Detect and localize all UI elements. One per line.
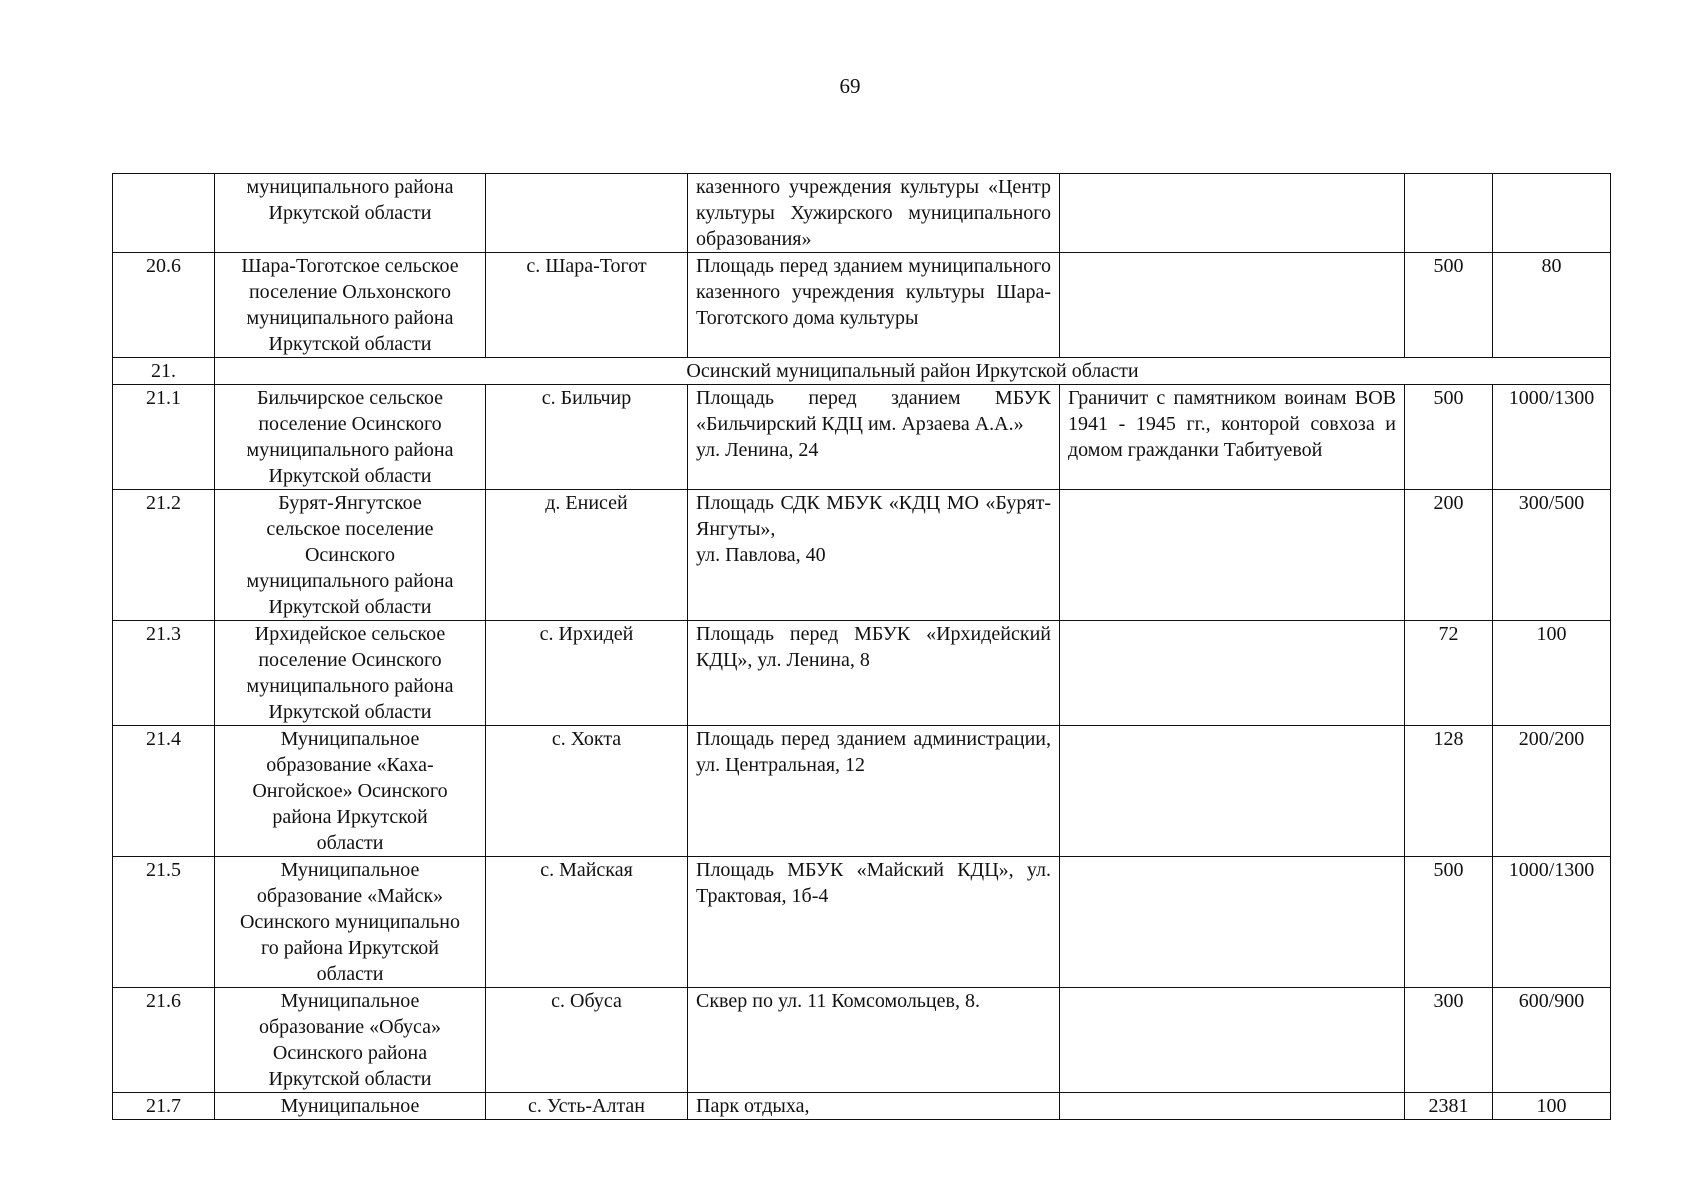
settlement-cell-line: Осинского bbox=[304, 544, 395, 566]
place-cell bbox=[688, 385, 1060, 490]
settlement-cell-line: Иркутской области bbox=[268, 1068, 432, 1090]
settlement-cell-line: поселение Ольхонского bbox=[248, 281, 452, 303]
borders-cell bbox=[1060, 490, 1405, 621]
settlement-cell bbox=[215, 253, 486, 358]
borders-cell bbox=[1060, 174, 1405, 253]
settlement-cell-line: образование «Каха- bbox=[266, 754, 434, 776]
place-cell-line: ул. Павлова, 40 bbox=[696, 544, 826, 566]
place-cell bbox=[688, 988, 1060, 1093]
place-cell bbox=[688, 857, 1060, 988]
place-cell bbox=[688, 726, 1060, 857]
settlement-cell-line: Муниципальное bbox=[280, 728, 420, 750]
settlement-cell-line: Муниципальное bbox=[280, 990, 420, 1012]
locality-cell: с. Хокта bbox=[486, 726, 688, 857]
settlement-cell-line: Осинского района bbox=[272, 1042, 428, 1064]
settlement-cell bbox=[215, 385, 486, 490]
settlement-cell-line: муниципального района bbox=[246, 570, 454, 592]
place-cell bbox=[688, 621, 1060, 726]
table-row bbox=[113, 490, 1611, 621]
row-number: 21.4 bbox=[113, 726, 215, 857]
settlement-cell-line: образование «Майск» bbox=[256, 885, 444, 907]
settlement-cell bbox=[215, 490, 486, 621]
places-table bbox=[112, 173, 1611, 1120]
settlement-cell-line: го района Иркутской bbox=[260, 937, 439, 959]
borders-cell bbox=[1060, 988, 1405, 1093]
table-row bbox=[113, 358, 1611, 385]
row-number: 21.5 bbox=[113, 857, 215, 988]
place-cell bbox=[688, 490, 1060, 621]
table-row bbox=[113, 174, 1611, 253]
settlement-cell-line: области bbox=[316, 963, 384, 985]
section-title: Осинский муниципальный район Иркутской области bbox=[215, 358, 1611, 385]
capacity-cell: 80 bbox=[1493, 253, 1611, 358]
place-cell bbox=[688, 1093, 1060, 1120]
row-number: 21.6 bbox=[113, 988, 215, 1093]
place-cell-line: Площадь МБУК «Майский КДЦ», ул. Трактовая, 1б-4 bbox=[696, 859, 1051, 907]
place-cell bbox=[688, 253, 1060, 358]
settlement-cell-line: муниципального района bbox=[246, 176, 454, 198]
borders-cell bbox=[1060, 253, 1405, 358]
place-cell-line: Парк отдыха, bbox=[696, 1095, 810, 1117]
settlement-cell-line: Иркутской области bbox=[268, 333, 432, 355]
settlement-cell-line: Иркутской области bbox=[268, 202, 432, 224]
locality-cell: д. Енисей bbox=[486, 490, 688, 621]
capacity-cell: 600/900 bbox=[1493, 988, 1611, 1093]
settlement-cell-line: Иркутской области bbox=[268, 465, 432, 487]
place-cell-line: Площадь перед зданием МБУК «Бильчирский КДЦ им. Арзаева А.А.» bbox=[696, 387, 1051, 435]
area-cell bbox=[1405, 174, 1493, 253]
area-cell: 500 bbox=[1405, 253, 1493, 358]
settlement-cell-line: образование «Обуса» bbox=[258, 1016, 442, 1038]
settlement-cell-line: Ирхидейское сельское bbox=[254, 623, 446, 645]
area-cell: 200 bbox=[1405, 490, 1493, 621]
borders-cell bbox=[1060, 621, 1405, 726]
area-cell: 300 bbox=[1405, 988, 1493, 1093]
table-row bbox=[113, 385, 1611, 490]
capacity-cell: 100 bbox=[1493, 1093, 1611, 1120]
borders-cell bbox=[1060, 1093, 1405, 1120]
locality-cell: с. Усть-Алтан bbox=[486, 1093, 688, 1120]
settlement-cell bbox=[215, 621, 486, 726]
settlement-cell-line: Муниципальное bbox=[280, 859, 420, 881]
settlement-cell-line: Иркутской области bbox=[268, 596, 432, 618]
settlement-cell-line: Бильчирское сельское bbox=[256, 387, 444, 409]
table-row bbox=[113, 253, 1611, 358]
page-number: 69 bbox=[839, 74, 861, 98]
settlement-cell-line: сельское поселение bbox=[266, 518, 434, 540]
table-row bbox=[113, 988, 1611, 1093]
place-cell-line: Площадь перед МБУК «Ирхидейский КДЦ», ул. Ленина, 8 bbox=[696, 623, 1051, 671]
locality-cell: с. Майская bbox=[486, 857, 688, 988]
row-number: 21.1 bbox=[113, 385, 215, 490]
row-number: 21.3 bbox=[113, 621, 215, 726]
table-row bbox=[113, 1093, 1611, 1120]
place-cell-line: ул. Ленина, 24 bbox=[696, 439, 819, 461]
place-cell bbox=[688, 174, 1060, 253]
row-number: 21.2 bbox=[113, 490, 215, 621]
settlement-cell-line: Бурят-Янгутское bbox=[278, 492, 422, 514]
settlement-cell-line: Онгойское» Осинского bbox=[252, 780, 448, 802]
table-row bbox=[113, 726, 1611, 857]
locality-cell: с. Обуса bbox=[486, 988, 688, 1093]
place-cell-line: Площадь перед зданием муниципального казенного учреждения культуры Шара-Тоготского дома культуры bbox=[696, 255, 1051, 329]
capacity-cell: 100 bbox=[1493, 621, 1611, 726]
area-cell: 500 bbox=[1405, 857, 1493, 988]
settlement-cell-line: Шара-Тоготское сельское bbox=[241, 255, 459, 277]
area-cell: 128 bbox=[1405, 726, 1493, 857]
area-cell: 72 bbox=[1405, 621, 1493, 726]
row-number: 21.7 bbox=[113, 1093, 215, 1120]
settlement-cell-line: муниципального района bbox=[246, 307, 454, 329]
settlement-cell bbox=[215, 726, 486, 857]
row-number bbox=[113, 174, 215, 253]
settlement-cell-line: муниципального района bbox=[246, 439, 454, 461]
settlement-cell-line: Осинского муниципально bbox=[239, 911, 461, 933]
settlement-cell-line: поселение Осинского bbox=[258, 413, 442, 435]
capacity-cell: 1000/1300 bbox=[1493, 857, 1611, 988]
capacity-cell: 200/200 bbox=[1493, 726, 1611, 857]
settlement-cell-line: поселение Осинского bbox=[258, 649, 442, 671]
locality-cell: с. Шара-Тогот bbox=[486, 253, 688, 358]
settlement-cell-line: Муниципальное bbox=[280, 1095, 420, 1117]
locality-cell bbox=[486, 174, 688, 253]
area-cell: 500 bbox=[1405, 385, 1493, 490]
borders-cell: Граничит с памятником воинам ВОВ 1941 - 1945 гг., конторой совхоза и домом гражданки Табитуевой bbox=[1060, 385, 1405, 490]
table-body bbox=[113, 174, 1611, 1120]
area-cell: 2381 bbox=[1405, 1093, 1493, 1120]
settlement-cell-line: района Иркутской bbox=[272, 806, 428, 828]
settlement-cell-line: Иркутской области bbox=[268, 701, 432, 723]
place-cell-line: Площадь СДК МБУК «КДЦ МО «Бурят-Янгуты», bbox=[696, 492, 1051, 540]
borders-cell bbox=[1060, 857, 1405, 988]
settlement-cell bbox=[215, 988, 486, 1093]
settlement-cell-line: области bbox=[316, 832, 384, 854]
locality-cell: с. Ирхидей bbox=[486, 621, 688, 726]
table-row bbox=[113, 621, 1611, 726]
place-cell-line: Сквер по ул. 11 Комсомольцев, 8. bbox=[696, 990, 980, 1012]
settlement-cell bbox=[215, 174, 486, 253]
settlement-cell-line: муниципального района bbox=[246, 675, 454, 697]
table-row bbox=[113, 857, 1611, 988]
place-cell-line: Площадь перед зданием администрации, ул. Центральная, 12 bbox=[696, 728, 1051, 776]
borders-cell bbox=[1060, 726, 1405, 857]
locality-cell: с. Бильчир bbox=[486, 385, 688, 490]
settlement-cell bbox=[215, 1093, 486, 1120]
settlement-cell bbox=[215, 857, 486, 988]
row-number: 20.6 bbox=[113, 253, 215, 358]
section-number: 21. bbox=[113, 358, 215, 385]
capacity-cell: 300/500 bbox=[1493, 490, 1611, 621]
place-cell-line: казенного учреждения культуры «Центр культуры Хужирского муниципального образования» bbox=[696, 176, 1051, 250]
capacity-cell bbox=[1493, 174, 1611, 253]
capacity-cell: 1000/1300 bbox=[1493, 385, 1611, 490]
